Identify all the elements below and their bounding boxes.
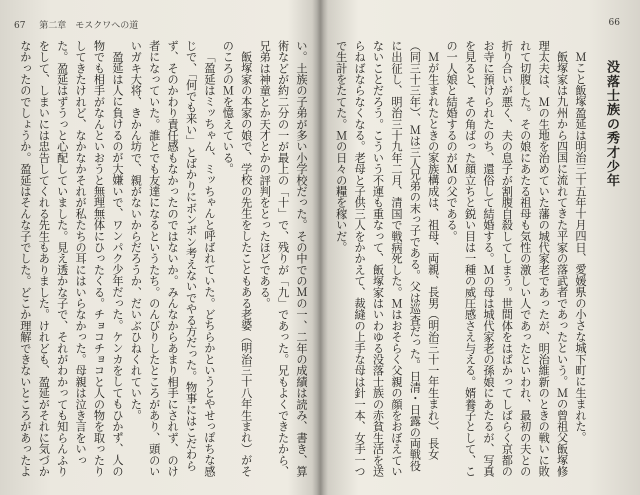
book-gutter <box>312 0 328 495</box>
section-title: 没落士族の秀才少年 <box>604 60 619 188</box>
right-page <box>322 0 640 495</box>
right-page-body <box>334 40 620 480</box>
left-paragraph-2: 飯塚家の本家の娘で、学校の先生をしたこともある老婆（明治三十八年生まれ）がそのころのＭを憶えている。 <box>221 40 253 477</box>
left-page <box>0 0 318 495</box>
right-paragraph-1: Ｍこと飯塚盈延は明治三十五年十月四日、愛媛県の小さな城下町に生まれた。 <box>574 51 587 444</box>
right-page-number: 66 <box>608 18 620 28</box>
left-page-header <box>14 18 138 31</box>
right-paragraph-3: Ｍが生まれたときの家族構成は、祖母、両親、長男（明治三十一年生まれ）、長女（同三十三年）、Ｍは三人兄弟の末っ子である。父は巡査だった。日清・日露の両戦役に出征し、明治三十九年二月、清国で戦病死した。Ｍはおそらく父親の顔をおぼえていないことだろう。こういう不運も重なって、飯塚家はいわゆる没落士族の赤貧生活を送らねばならなくなる。老母と子供三人をかかえて、裁縫の上手な母は針一本、女手一つで生計をたてた。Ｍの日々の糧を稼いだ。 <box>334 40 440 477</box>
left-page-body <box>18 40 310 480</box>
left-paragraph-1: い。土族の子弟が多い小学校だった。その中でのＭの一、二年の成績は読み、書き、算術などが約二分の一が最上の「十」で、残りが「九」であった。兄もよくできたから、兄弟は神童とか天才とかの評判をとったほどである。 <box>258 40 308 477</box>
left-running-head: 第二章 モスクワへの道 <box>39 21 139 31</box>
left-paragraph-4: 盈延は人に負けるのが大嫌いで、ワンパク少年だった。ケンカをしてもひかず、人の物でも相手がなんといおうと無理無体にひったくる。チョコチョコと人の物を取ったりしてきたけれど、なかなかそれが私たちの耳にはいらなかった。母親は泣き言をいった。盈延はずうっと心配していました。見え透かな子で、それがわかっても知らんふりをして、しまいには忠告してくれる先生もありました。けれども、盈延がそれに気づかなかったのでしょうか。盈延はそんな子でした。どこか理解できないところがあったよ <box>18 40 124 477</box>
right-page-header <box>609 18 620 28</box>
left-paragraph-3: 「盈延はミッちゃん、ミッちゃんと呼ばれていた。どちらかというとやせっぽちな感じで、「何でも来い」とばかりにボンボン考えないでやる方だった。物事にはこだわらず、そのかわり責任感もなかったのではないか。みんなからあまり相手にされず、のけ者になっていた。誰とでも友達になるというたち。のんびりしたところがあり、頭のいいガキ大将、きかん坊で、親がないからだろうか、だいぶひねくれていた。 <box>129 40 216 477</box>
left-page-number: 67 <box>14 21 26 31</box>
right-paragraph-2: 飯塚家は九州から四国に流れてきた平家の落武者であったという。Ｍの曾祖父飯塚修理太夫は、Ｍの生地を治めていた藩の城代家老であったが、明治維新のときの戦いに敗れて切腹した。その娘にあたる祖母も気性の激しい人であったといわれ、最初の夫との折り合いが悪く、夫の息子が割腹自殺してしまう。世間体をはばかってしばらく京都のお寺に預けられたのち、還俗して結婚する。Ｍの母は城代家老の孫娘にあたるが、写真を見ると、その角ばった顔立ちと鋭い目は一種の威圧感さえ与える。婿養子として、この一人娘と結婚するのがＭの父である。 <box>445 40 569 477</box>
